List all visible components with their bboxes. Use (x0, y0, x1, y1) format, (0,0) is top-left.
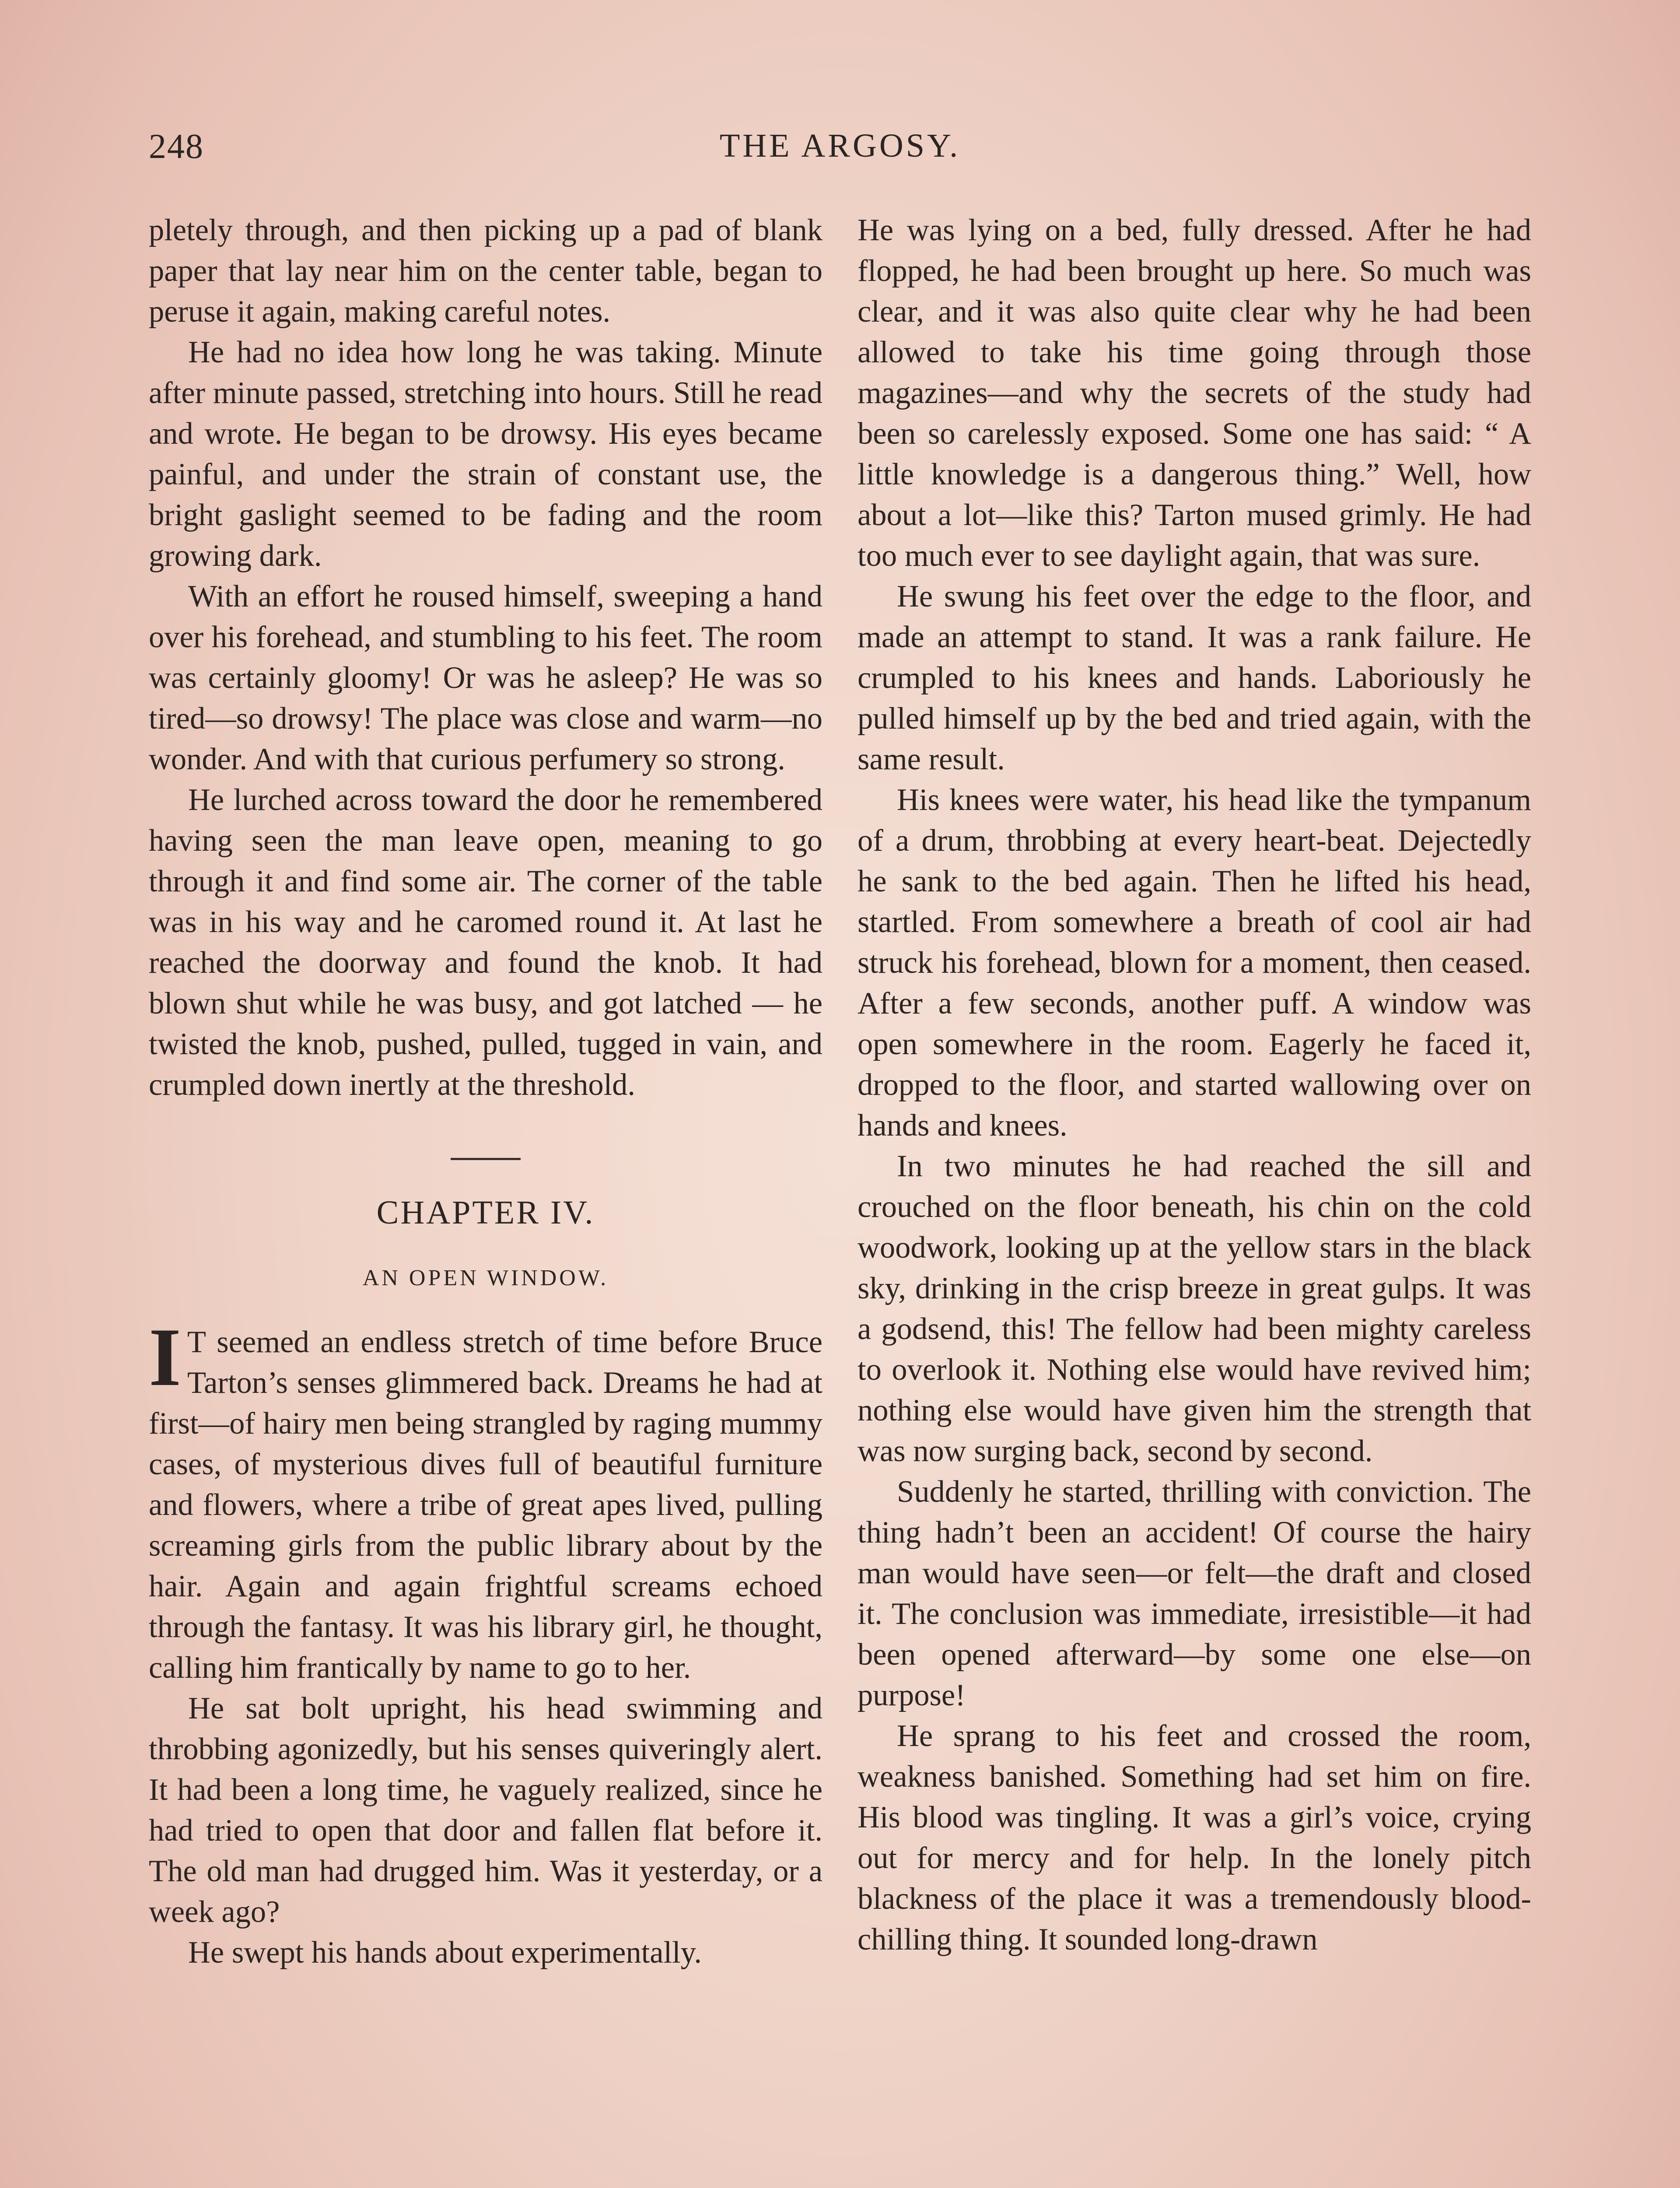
chapter-opening-text: T seemed an endless stretch of time before Bruce Tarton’s senses glimmered back. Dreams he had at first—of hairy men being strangled by raging mummy cases, of mysterious dives full of beautiful furniture and flowers, where a tribe of great apes lived, pulling screaming girls from the public library about by the hair. Again and again frightful screams echoed through the fantasy. It was his library girl, he thought, calling him frantically by name to go to her. (149, 1325, 822, 1685)
running-head (149, 127, 1531, 179)
section-divider (451, 1158, 521, 1160)
paragraph: He lurched across toward the door he remembered having seen the man leave open, meaning to go through it and find some air. The corner of the table was in his way and he caromed round it. At last he reached the doorway and found the knob. It had blown shut while he was busy, and got latched — he twisted the knob, pushed, pulled, tugged in vain, and crumpled down inertly at the threshold. (149, 783, 822, 1102)
page-number: 248 (149, 127, 204, 166)
chapter-heading: CHAPTER IV. (376, 1194, 595, 1231)
drop-cap: I (149, 1311, 181, 1403)
paragraph: He was lying on a bed, fully dressed. After he had flopped, he had been brought up here. So much was clear, and it was also quite clear why he had been allowed to take his time going through those magazines—and why the secrets of the study had been so carelessly exposed. Some one has said: “ A little knowledge is a dangerous thing.” Well, how about a lot—like this? Tarton mused grimly. He had too much ever to see daylight again, that was sure. (858, 213, 1531, 573)
paragraph: He swept his hands about experimentally. (188, 1936, 702, 1970)
paragraph: He sprang to his feet and crossed the room, weakness banished. Something had set him on fire. His blood was tingling. It was a girl’s voice, crying out for mercy and for help. In the lonely pitch blackness of the place it was a tremendously blood-chilling thing. It sounded long-drawn (858, 1719, 1531, 1957)
paragraph: He had no idea how long he was taking. Minute after minute passed, stretching into hours. Still he read and wrote. He began to be drowsy. His eyes became painful, and under the strain of constant use, the bright gaslight seemed to be fading and the room growing dark. (149, 335, 822, 573)
chapter-opening-paragraph (149, 1311, 822, 1688)
magazine-title: THE ARGOSY. (719, 127, 961, 164)
paragraph: In two minutes he had reached the sill and crouched on the floor beneath, his chin on the cold woodwork, looking up at the yellow stars in the black sky, drinking in the crisp breeze in great gulps. It was a godsend, this! The fellow had been mighty careless to overlook it. Nothing else would have revived him; nothing else would have given him the strength that was now surging back, second by second. (858, 1149, 1531, 1468)
chapter-subtitle: AN OPEN WINDOW. (362, 1266, 609, 1290)
paragraph: He swung his feet over the edge to the floor, and made an attempt to stand. It was a rank failure. He crumpled to his knees and hands. Laboriously he pulled himself up by the bed and tried again, with the same result. (858, 579, 1531, 776)
paragraph: His knees were water, his head like the tympanum of a drum, throbbing at every heart-beat. Dejectedly he sank to the bed again. Then he lifted his head, startled. From somewhere a breath of cool air had struck his forehead, blown for a moment, then ceased. After a few seconds, another puff. A window was open somewhere in the room. Eagerly he faced it, dropped to the floor, and started wallowing over on hands and knees. (858, 783, 1531, 1143)
paragraph: pletely through, and then picking up a pad of blank paper that lay near him on the center table, began to peruse it again, making careful notes. (149, 213, 822, 329)
paragraph: He sat bolt upright, his head swimming and throbbing agonizedly, but his senses quiveringly alert. It had been a long time, he vaguely realized, since he had tried to open that door and fallen flat before it. The old man had drugged him. Was it yesterday, or a week ago? (149, 1691, 822, 1929)
paragraph: Suddenly he started, thrilling with conviction. The thing hadn’t been an accident! Of course the hairy man would have seen—or felt—the draft and closed it. The conclusion was immediate, irresistible—it had been opened afterward—by some one else—on purpose! (858, 1475, 1531, 1712)
left-column (149, 210, 822, 1973)
paragraph: With an effort he roused himself, sweeping a hand over his forehead, and stumbling to his feet. The room was certainly gloomy! Or was he asleep? He was so tired—so drowsy! The place was close and warm—no wonder. And with that curious perfumery so strong. (149, 579, 822, 776)
right-column (858, 210, 1531, 1960)
